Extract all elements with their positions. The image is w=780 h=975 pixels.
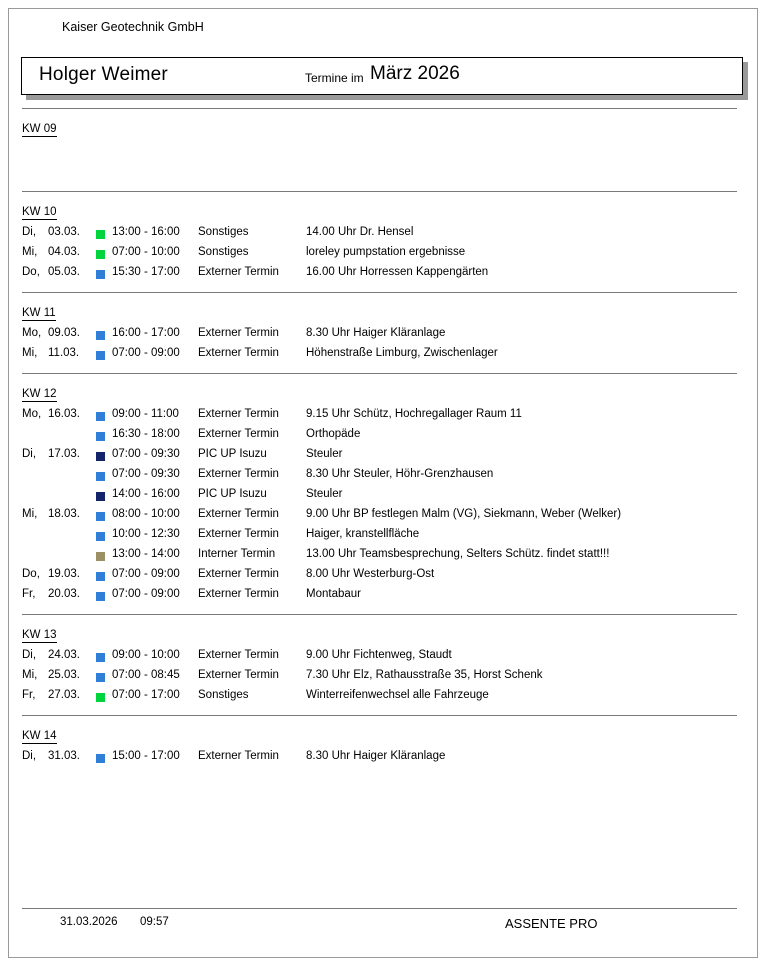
category-color-swatch: [96, 492, 105, 501]
category-color-swatch: [96, 653, 105, 662]
category-color-swatch: [96, 270, 105, 279]
appointment-type: Externer Termin: [198, 266, 279, 278]
category-color-swatch: [96, 552, 105, 561]
appointment-time: 14:00 - 16:00: [112, 488, 180, 500]
appointment-row[interactable]: [0, 488, 750, 508]
appointment-note: 8.30 Uhr Haiger Kläranlage: [306, 750, 446, 762]
category-color-swatch: [96, 412, 105, 421]
category-color-swatch: [96, 673, 105, 682]
appointment-weekday: Mo,: [22, 408, 42, 420]
category-color-swatch: [96, 693, 105, 702]
category-color-swatch: [96, 351, 105, 360]
appointment-type: Sonstiges: [198, 246, 249, 258]
week-label-wrap: [0, 716, 750, 750]
appointment-weekday: Do,: [22, 568, 40, 580]
category-color-swatch: [96, 512, 105, 521]
week-section: [0, 614, 750, 715]
appointment-time: 07:00 - 09:30: [112, 448, 180, 460]
appointment-time: 09:00 - 10:00: [112, 649, 180, 661]
category-color-swatch: [96, 532, 105, 541]
appointment-note: 8.30 Uhr Steuler, Höhr-Grenzhausen: [306, 468, 494, 480]
appointment-date: 09.03.: [48, 327, 80, 339]
appointment-type: Sonstiges: [198, 226, 249, 238]
appointment-date: 16.03.: [48, 408, 80, 420]
appointment-row[interactable]: [0, 428, 750, 448]
week-divider: [22, 715, 737, 716]
week-divider: [22, 292, 737, 293]
appointment-note: Orthopäde: [306, 428, 361, 440]
appointment-date: 19.03.: [48, 568, 80, 580]
appointment-row[interactable]: [0, 226, 750, 246]
footer-divider: [22, 908, 737, 909]
week-divider: [22, 614, 737, 615]
week-label: KW 12: [22, 388, 57, 400]
appointment-row[interactable]: [0, 468, 750, 488]
appointment-time: 10:00 - 12:30: [112, 528, 180, 540]
appointment-row[interactable]: [0, 508, 750, 528]
week-label: KW 10: [22, 206, 57, 218]
appointment-weekday: Mi,: [22, 669, 38, 681]
title-box: [21, 57, 743, 95]
category-color-swatch: [96, 250, 105, 259]
category-color-swatch: [96, 331, 105, 340]
appointment-row[interactable]: [0, 528, 750, 548]
appointment-date: 04.03.: [48, 246, 80, 258]
appointment-type: Externer Termin: [198, 347, 279, 359]
week-label: KW 11: [22, 307, 56, 319]
appointment-weekday: Mi,: [22, 508, 38, 520]
appointment-date: 20.03.: [48, 588, 80, 600]
week-section: [0, 373, 750, 614]
appointment-note: 9.00 Uhr Fichtenweg, Staudt: [306, 649, 452, 661]
appointment-type: PIC UP Isuzu: [198, 448, 267, 460]
appointment-row[interactable]: [0, 246, 750, 266]
appointment-row[interactable]: [0, 750, 750, 770]
appointment-date: 17.03.: [48, 448, 80, 460]
appointment-rows: [0, 226, 750, 292]
appointment-type: Externer Termin: [198, 750, 279, 762]
appointment-row[interactable]: [0, 548, 750, 568]
week-label: KW 09: [22, 123, 57, 135]
appointment-time: 13:00 - 16:00: [112, 226, 180, 238]
appointment-row[interactable]: [0, 649, 750, 669]
appointment-note: Steuler: [306, 448, 343, 460]
company-name: Kaiser Geotechnik GmbH: [62, 20, 204, 34]
appointment-date: 25.03.: [48, 669, 80, 681]
appointment-time: 07:00 - 09:00: [112, 588, 180, 600]
appointment-time: 13:00 - 14:00: [112, 548, 180, 560]
appointment-type: Sonstiges: [198, 689, 249, 701]
appointment-note: Höhenstraße Limburg, Zwischenlager: [306, 347, 498, 359]
appointment-note: Haiger, kranstellfläche: [306, 528, 420, 540]
appointment-rows: [0, 408, 750, 614]
appointment-note: Winterreifenwechsel alle Fahrzeuge: [306, 689, 489, 701]
appointment-note: 9.00 Uhr BP festlegen Malm (VG), Siekmann, Weber (Welker): [306, 508, 622, 520]
appointment-rows: [0, 143, 750, 191]
appointment-row[interactable]: [0, 347, 750, 367]
category-color-swatch: [96, 472, 105, 481]
person-name: Holger Weimer: [39, 64, 168, 85]
appointment-time: 15:00 - 17:00: [112, 750, 180, 762]
appointment-type: Externer Termin: [198, 468, 279, 480]
week-section: [0, 292, 750, 373]
appointment-row[interactable]: [0, 568, 750, 588]
appointment-date: 05.03.: [48, 266, 80, 278]
appointment-row[interactable]: [0, 266, 750, 286]
week-label: KW 14: [22, 730, 57, 742]
week-section: [0, 191, 750, 292]
weeks-container: [0, 108, 750, 776]
appointment-time: 07:00 - 17:00: [112, 689, 180, 701]
appointment-note: loreley pumpstation ergebnisse: [306, 246, 466, 258]
appointment-time: 07:00 - 10:00: [112, 246, 180, 258]
week-section: [0, 715, 750, 776]
appointment-date: 31.03.: [48, 750, 80, 762]
week-label: KW 13: [22, 629, 57, 641]
footer-brand: ASSENTE PRO: [505, 916, 598, 931]
appointment-row[interactable]: [0, 588, 750, 608]
appointment-type: Externer Termin: [198, 408, 279, 420]
appointment-weekday: Mi,: [22, 246, 38, 258]
appointment-row[interactable]: [0, 689, 750, 709]
appointment-rows: [0, 750, 750, 776]
appointment-time: 15:30 - 17:00: [112, 266, 180, 278]
week-divider: [22, 191, 737, 192]
appointment-date: 18.03.: [48, 508, 80, 520]
week-divider: [22, 108, 737, 109]
appointment-rows: [0, 649, 750, 715]
appointment-weekday: Di,: [22, 649, 37, 661]
appointment-time: 16:30 - 18:00: [112, 428, 180, 440]
week-label-wrap: [0, 192, 750, 226]
appointment-time: 09:00 - 11:00: [112, 408, 179, 420]
appointment-weekday: Di,: [22, 448, 37, 460]
footer-time: 09:57: [140, 916, 169, 928]
appointment-type: Externer Termin: [198, 588, 279, 600]
footer-date: 31.03.2026: [60, 916, 118, 928]
appointment-weekday: Di,: [22, 750, 37, 762]
appointment-weekday: Fr,: [22, 689, 36, 701]
appointment-date: 24.03.: [48, 649, 80, 661]
appointment-rows: [0, 327, 750, 373]
appointment-row[interactable]: [0, 408, 750, 428]
category-color-swatch: [96, 572, 105, 581]
appointment-time: 07:00 - 09:30: [112, 468, 180, 480]
appointment-type: Externer Termin: [198, 428, 279, 440]
appointment-type: Externer Termin: [198, 649, 279, 661]
appointment-date: 27.03.: [48, 689, 80, 701]
title-subtitle: Termine im: [305, 71, 364, 85]
appointment-type: Externer Termin: [198, 528, 279, 540]
appointment-date: 11.03.: [48, 347, 80, 359]
appointment-row[interactable]: [0, 669, 750, 689]
category-color-swatch: [96, 592, 105, 601]
week-label-wrap: [0, 615, 750, 649]
appointment-weekday: Do,: [22, 266, 40, 278]
appointment-time: 07:00 - 08:45: [112, 669, 180, 681]
appointment-type: Externer Termin: [198, 327, 279, 339]
appointment-time: 07:00 - 09:00: [112, 568, 180, 580]
week-label-wrap: [0, 109, 750, 143]
appointment-weekday: Fr,: [22, 588, 36, 600]
appointment-type: PIC UP Isuzu: [198, 488, 267, 500]
week-label-wrap: [0, 374, 750, 408]
appointment-type: Externer Termin: [198, 508, 279, 520]
appointment-type: Interner Termin: [198, 548, 276, 560]
appointment-row[interactable]: [0, 327, 750, 347]
week-divider: [22, 373, 737, 374]
category-color-swatch: [96, 754, 105, 763]
appointment-note: 9.15 Uhr Schütz, Hochregallager Raum 11: [306, 408, 522, 420]
appointment-time: 08:00 - 10:00: [112, 508, 180, 520]
appointment-weekday: Mi,: [22, 347, 38, 359]
appointment-note: 14.00 Uhr Dr. Hensel: [306, 226, 414, 238]
appointment-note: Montabaur: [306, 588, 361, 600]
appointment-note: 8.30 Uhr Haiger Kläranlage: [306, 327, 446, 339]
category-color-swatch: [96, 452, 105, 461]
appointment-note: 7.30 Uhr Elz, Rathausstraße 35, Horst Schenk: [306, 669, 543, 681]
category-color-swatch: [96, 230, 105, 239]
appointment-type: Externer Termin: [198, 568, 279, 580]
appointment-row[interactable]: [0, 448, 750, 468]
appointment-time: 07:00 - 09:00: [112, 347, 180, 359]
appointment-date: 03.03.: [48, 226, 80, 238]
week-section: [0, 108, 750, 191]
appointment-weekday: Di,: [22, 226, 37, 238]
appointment-note: 16.00 Uhr Horressen Kappengärten: [306, 266, 489, 278]
appointment-note: 13.00 Uhr Teamsbesprechung, Selters Schütz. findet statt!!!: [306, 548, 610, 560]
title-month: März 2026: [370, 63, 460, 84]
week-label-wrap: [0, 293, 750, 327]
appointment-weekday: Mo,: [22, 327, 42, 339]
empty-week-spacer: [0, 143, 750, 185]
appointment-note: 8.00 Uhr Westerburg-Ost: [306, 568, 435, 580]
category-color-swatch: [96, 432, 105, 441]
appointment-note: Steuler: [306, 488, 343, 500]
appointment-time: 16:00 - 17:00: [112, 327, 180, 339]
appointment-type: Externer Termin: [198, 669, 279, 681]
